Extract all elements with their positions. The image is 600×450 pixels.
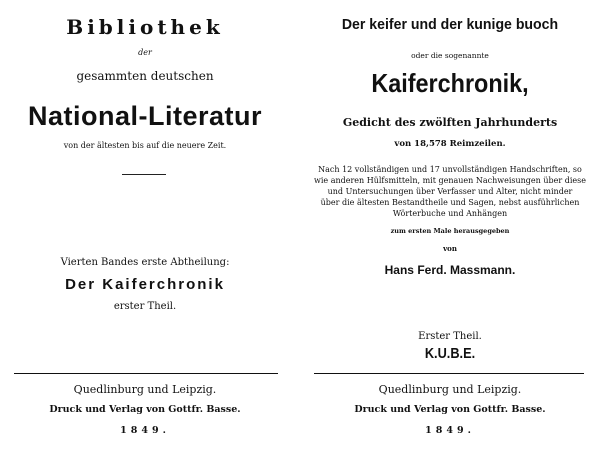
imprint-place: Quedlinburg und Leipzig. <box>73 383 217 396</box>
gesammten-text: gesammten deutschen <box>76 69 214 83</box>
poem-subtitle: Gedicht des zwölften Jahrhunderts <box>342 116 558 129</box>
oder-text: oder die sogenannte <box>411 51 489 60</box>
description-line: Wörterbuche und Anhängen <box>392 209 508 218</box>
imprint-year-right: 1849. <box>425 425 475 436</box>
verse-count: von 18,578 Reimzeilen. <box>394 139 506 149</box>
first-edition-note: zum ersten Male herausgegeben <box>390 227 510 235</box>
description-line: Nach 12 vollständigen und 17 unvollständigen Handschriften, so <box>318 165 582 174</box>
part-label-right: Erster Theil. <box>418 331 482 342</box>
description-line: und Untersuchungen über Verfasser und Alter, nicht minder <box>327 187 573 196</box>
book-heading: Der keifer und der kunige buoch <box>341 16 559 33</box>
imprint-publisher: Druck und Verlag von Gottfr. Basse. <box>49 404 241 415</box>
by-text: von <box>443 244 457 253</box>
kaiserchronik-title: Der Kaiferchronik <box>65 276 225 293</box>
era-subtitle: von der ältesten bis auf die neuere Zeit. <box>63 141 227 150</box>
national-literatur-title: National-Literatur <box>27 101 263 131</box>
author-name: Hans Ferd. Massmann. <box>384 263 516 277</box>
imprint-rule-right <box>314 373 584 374</box>
imprint-year: 1849. <box>120 425 170 436</box>
description-line: wie anderen Hülfsmitteln, mit genauen Nachweisungen über diese <box>314 176 586 185</box>
imprint-rule <box>14 373 278 374</box>
library-stamp: K.U.B.E. <box>424 345 476 362</box>
left-title-page <box>0 0 290 450</box>
description-line: über die ältesten Bestandtheile und Sagen, nebst ausführlichen <box>320 198 580 207</box>
kaiserchronik-main-title: Kaiferchronik, <box>371 68 529 98</box>
der-text: der <box>138 48 152 57</box>
library-title: Bibliothek <box>66 15 224 39</box>
volume-section-text: Vierten Bandes erste Abtheilung: <box>60 257 230 268</box>
imprint-publisher-right: Druck und Verlag von Gottfr. Basse. <box>354 404 546 415</box>
right-title-page <box>300 0 600 450</box>
ornament-divider <box>122 174 166 175</box>
imprint-place-right: Quedlinburg und Leipzig. <box>378 383 522 396</box>
part-label: erster Theil. <box>113 301 177 312</box>
